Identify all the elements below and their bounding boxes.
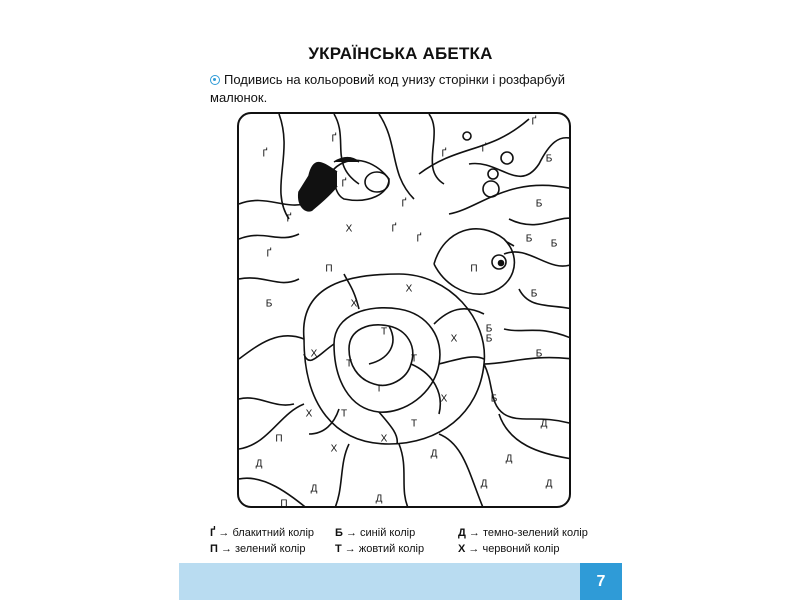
legend-item: Б → синій колір <box>335 527 416 539</box>
region-letter: Х <box>450 333 458 345</box>
region-letter: Х <box>440 393 448 405</box>
region-letter: Т <box>345 358 353 370</box>
region-letter: Б <box>545 153 553 165</box>
region-letter: Х <box>380 433 388 445</box>
region-letter: Ґ <box>391 223 397 235</box>
legend-column-3 <box>458 525 588 557</box>
region-letter: Д <box>505 453 513 465</box>
region-letter: Х <box>350 298 358 310</box>
region-letter: Б <box>550 238 558 250</box>
instruction-label: Подивись на кольоровий код унизу сторінки і розфарбуй малюнок. <box>210 72 566 105</box>
region-letter: Ґ <box>331 133 337 145</box>
region-letter: П <box>470 263 478 275</box>
region-letter: Ґ <box>266 248 272 260</box>
legend-item: Т → жовтий колір <box>335 543 425 555</box>
region-letter: Д <box>430 448 438 460</box>
legend-column-2 <box>335 525 424 557</box>
region-letter: Д <box>375 493 383 505</box>
legend-column-1 <box>210 525 314 557</box>
region-letter: П <box>280 498 288 508</box>
region-letter: Т <box>375 383 383 395</box>
bottom-color-band <box>179 563 622 600</box>
coloring-outline <box>239 114 571 508</box>
region-letter: П <box>275 433 283 445</box>
region-letter: Ґ <box>262 148 268 160</box>
legend-item: П → зелений колір <box>210 543 306 555</box>
legend-item: Х → червоний колір <box>458 543 560 555</box>
legend-item: Д → темно-зелений колір <box>458 527 588 539</box>
region-letter: Д <box>540 418 548 430</box>
region-letter: Х <box>345 223 353 235</box>
region-letter: Х <box>330 443 338 455</box>
region-letter: Т <box>410 353 418 365</box>
region-letter: Б <box>530 288 538 300</box>
region-letter: Б <box>265 298 273 310</box>
region-letter: Д <box>480 478 488 490</box>
region-letter: Ґ <box>441 148 447 160</box>
instruction-text <box>210 71 610 107</box>
region-letter: Ґ <box>401 198 407 210</box>
region-letter: Д <box>545 478 553 490</box>
region-letter: Б <box>490 393 498 405</box>
page-title: УКРАЇНСЬКА АБЕТКА <box>308 44 493 63</box>
legend-item: Ґ → блакитний колір <box>210 527 315 539</box>
region-letter: Б <box>525 233 533 245</box>
region-letter: Б <box>535 198 543 210</box>
region-letter: Т <box>380 326 388 338</box>
target-bullet-icon <box>210 75 220 85</box>
region-letter: Ґ <box>341 178 347 190</box>
region-letter: Т <box>340 408 348 420</box>
region-letter: Ґ <box>481 143 487 155</box>
coloring-picture[interactable] <box>237 112 571 508</box>
region-letter: Д <box>255 458 263 470</box>
region-letter: П <box>325 263 333 275</box>
region-letter: Б <box>485 333 493 345</box>
region-letter: Х <box>305 408 313 420</box>
region-letter: Ґ <box>416 233 422 245</box>
region-letter: Ґ <box>286 213 292 225</box>
region-letter: Б <box>535 348 543 360</box>
region-letter: Т <box>410 418 418 430</box>
region-letter: Х <box>405 283 413 295</box>
page-number: 7 <box>580 563 622 600</box>
region-letter: Ґ <box>531 116 537 128</box>
region-letter: Д <box>310 483 318 495</box>
region-letter: Х <box>310 348 318 360</box>
region-letter: Б <box>485 323 493 335</box>
